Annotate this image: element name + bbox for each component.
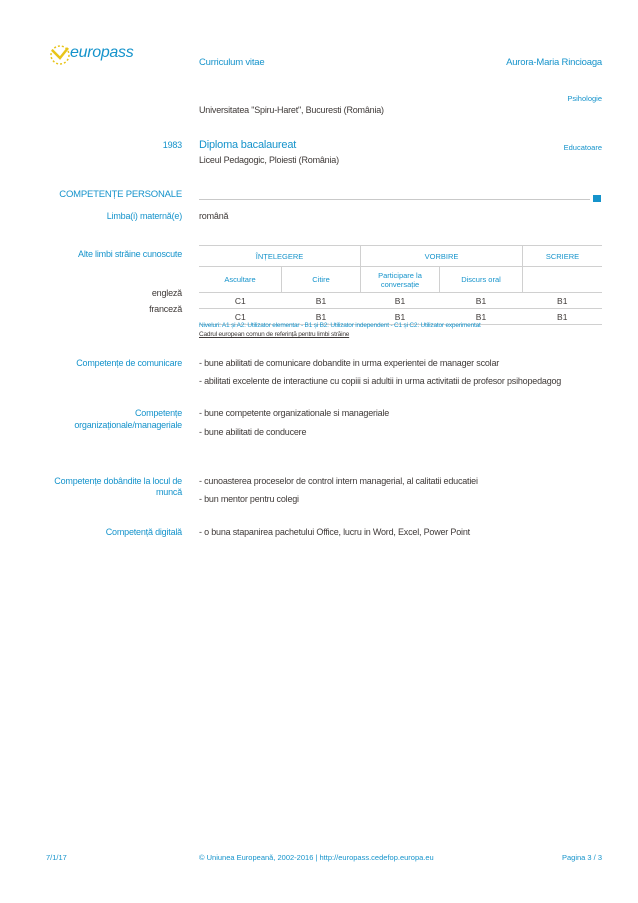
table-cell: B1 [282, 309, 361, 325]
education-year: 1983 [162, 140, 182, 150]
skill-item: - o buna stapanirea pachetului Office, lucru in Word, Excel, Power Point [199, 527, 470, 537]
education-tag: Psihologie [567, 94, 602, 103]
footer-page: Pagina 3 / 3 [561, 853, 602, 862]
table-cell: B1 [440, 293, 523, 309]
cv-title: Curriculum vitae [199, 57, 265, 68]
subheader-writing [523, 267, 603, 293]
logo-text: europass [70, 44, 134, 61]
group-speaking: VORBIRE [361, 246, 523, 267]
education-title: Diploma bacalaureat [199, 139, 297, 151]
table-row [199, 293, 602, 309]
table-cell: B1 [282, 293, 361, 309]
skill-item: - cunoasterea proceselor de control intern managerial, al calitatii educatiei [199, 476, 478, 486]
skill-item: - bune abilitati de comunicare dobandite in urma experientei de manager scolar [199, 358, 500, 368]
table-cell: B1 [440, 309, 523, 325]
person-name: Aurora-Maria Rincioaga [506, 57, 602, 68]
cefr-link[interactable]: Cadrul european comun de referință pentru limbi străine [199, 331, 350, 338]
section-heading: COMPETENȚE PERSONALE [59, 189, 182, 200]
section-marker [593, 195, 601, 202]
group-understanding: ÎNȚELEGERE [199, 246, 361, 267]
skill-item: - abilitati excelente de interactiune cu copiii si adultii in urma activitatii de profesor psihopedagog [199, 376, 562, 386]
language-name: franceză [149, 304, 182, 314]
mother-tongue-value: română [199, 211, 229, 221]
subheader-reading: Citire [282, 267, 361, 293]
footer-date: 7/1/17 [46, 853, 67, 862]
group-writing: SCRIERE [523, 246, 603, 267]
skill-label: Competențe dobândite la locul de [54, 476, 182, 486]
subheader-oral: Discurs oral [440, 267, 523, 293]
skill-label: muncă [155, 487, 182, 497]
skill-label: Competențe de comunicare [76, 358, 182, 368]
skill-item: - bun mentor pentru colegi [199, 494, 299, 504]
table-cell: B1 [523, 309, 603, 325]
skill-label: Competențe [134, 408, 182, 418]
levels-note: Niveluri: A1 și A2: Utilizator elementar - B1 și B2: Utilizator independent - C1 și C2: Utilizator experimentat [199, 322, 481, 329]
table-cell: C1 [199, 293, 282, 309]
section-divider [199, 199, 590, 200]
education-institution: Liceul Pedagogic, Ploiesti (România) [199, 155, 339, 165]
table-cell: B1 [523, 293, 603, 309]
education-tag: Educatoare [563, 143, 602, 152]
footer-copyright[interactable]: © Uniunea Europeană, 2002-2016 | http://europass.cedefop.europa.eu [199, 853, 434, 862]
subheader-listening: Ascultare [199, 267, 282, 293]
mother-tongue-label: Limba(i) maternă(e) [106, 211, 182, 221]
subheader-conversation: Participare la conversație [361, 267, 440, 293]
skill-label: Competență digitală [105, 527, 182, 537]
education-institution: Universitatea "Spiru-Haret", Bucuresti (România) [199, 105, 384, 115]
table-cell: B1 [361, 309, 440, 325]
table-cell: B1 [361, 293, 440, 309]
europass-logo [46, 40, 146, 70]
language-name: engleză [151, 288, 182, 298]
skill-item: - bune competente organizationale si manageriale [199, 408, 390, 418]
table-cell: C1 [199, 309, 282, 325]
skill-item: - bune abilitati de conducere [199, 427, 307, 437]
other-languages-label: Alte limbi străine cunoscute [78, 249, 182, 259]
skill-label: organizaționale/manageriale [74, 420, 182, 430]
language-table [199, 245, 602, 325]
